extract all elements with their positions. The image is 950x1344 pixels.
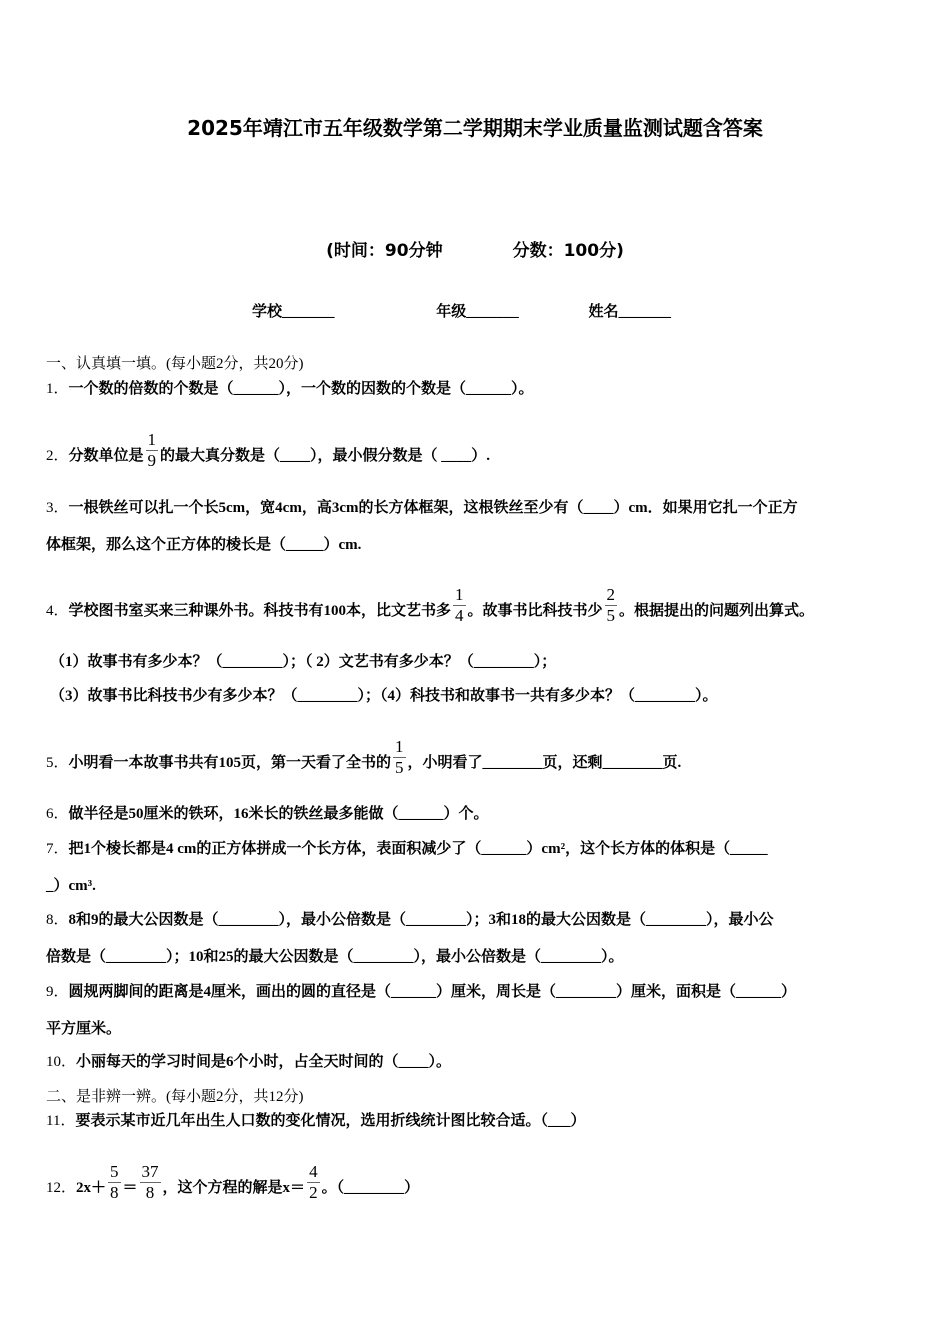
question-text: 2x＋ [76,1179,107,1196]
question-number: 11． [46,1113,76,1129]
question-number: 6． [46,806,69,822]
fraction-numerator: 4 [309,1162,318,1181]
fraction [453,585,466,626]
question-2 [46,430,491,477]
question-8 [46,908,774,929]
question-text: 的最大真分数是（____），最小假分数是（ ____）. [160,447,491,464]
fraction [140,1162,161,1203]
fraction-denominator: 5 [395,758,404,777]
grade-field[interactable]: 年级_______ [436,304,519,320]
question-7 [46,837,768,858]
page-title: 2025年靖江市五年级数学第二学期期末学业质量监测试题含答案 [187,116,763,140]
question-text: ，小明看了________页，还剩________页. [407,754,682,771]
question-3 [46,496,798,517]
question-9 [46,980,796,1001]
fraction-denominator: 5 [606,606,616,625]
question-10 [46,1050,451,1071]
fraction-numerator: 1 [395,737,404,756]
question-3-continued: 体框架，那么这个正方体的棱长是（_____）cm. [46,537,362,553]
question-7-continued: _）cm³. [46,878,96,894]
fraction [146,430,159,471]
fraction-numerator: 2 [606,585,616,604]
question-text: 小明看一本故事书共有105页，第一天看了全书的 [68,754,392,771]
section-heading-2: 二、是非辨一辨。(每小题2分，共12分) [46,1089,304,1105]
fraction-denominator: 9 [147,451,157,470]
question-5 [46,737,682,784]
question-number: 2． [46,447,69,464]
equals-sign: ＝ [122,1179,138,1196]
question-4-sub-1: （1）故事书有多少本？（________）；（ 2）文艺书有多少本？（________）； [50,654,557,670]
question-number: 4． [46,602,69,619]
school-field[interactable]: 学校_______ [252,304,335,320]
fraction [307,1162,320,1203]
exam-info [0,236,950,261]
fraction [108,1162,121,1203]
question-9-continued: 平方厘米。 [46,1021,122,1037]
question-text: 。根据提出的问题列出算式。 [619,602,815,619]
question-number: 9． [46,984,69,1000]
question-text: 圆规两脚间的距离是4厘米，画出的圆的直径是（______）厘米，周长是（________）厘米，面积是（______） [68,984,797,1000]
student-info-fields [252,300,671,321]
exam-time: (时间：90分钟 [326,241,443,261]
question-text: 一个数的倍数的个数是（______），一个数的因数的个数是（______）。 [68,381,534,397]
fraction-denominator: 4 [455,606,464,625]
question-number: 3． [46,500,69,516]
question-text: 分数单位是 [68,447,144,464]
question-text: 做半径是50厘米的铁环，16米长的铁丝最多能做（______）个。 [68,806,489,822]
question-text: 学校图书室买来三种课外书。科技书有100本，比文艺书多 [68,602,452,619]
question-number: 10． [46,1054,77,1070]
fraction [393,737,406,778]
fraction [605,585,618,626]
section-heading-1: 一、认真填一填。(每小题2分，共20分) [46,356,304,372]
question-4-sub-2: （3）故事书比科技书少有多少本？（________）；（4）科技书和故事书一共有多少本？（________）。 [50,688,718,704]
name-field[interactable]: 姓名_______ [588,304,672,320]
fraction-numerator: 5 [110,1162,119,1181]
fraction-numerator: 37 [141,1162,159,1181]
question-text: ，这个方程的解是x＝ [162,1179,306,1196]
question-number: 1． [46,381,69,397]
question-1 [46,377,534,398]
question-12 [46,1162,420,1209]
question-text: 8和9的最大公因数是（________），最小公倍数是（________）；3和18的最大公因数是（________），最小公 [68,912,774,928]
question-text: 把1个棱长都是4 cm的正方体拼成一个长方体，表面积减少了（______）cm²，这个长方体的体积是（_____ [68,841,768,857]
fraction-denominator: 8 [110,1183,119,1202]
fraction-numerator: 1 [147,430,157,449]
question-number: 5． [46,754,69,771]
fraction-denominator: 2 [309,1183,318,1202]
fraction-numerator: 1 [455,585,464,604]
fraction-denominator: 8 [140,1182,161,1203]
question-6 [46,802,489,823]
question-text: 小丽每天的学习时间是6个小时，占全天时间的（____）。 [76,1054,452,1070]
question-4 [46,585,815,632]
question-number: 8． [46,912,69,928]
question-number: 12． [46,1179,77,1196]
question-number: 7． [46,841,69,857]
question-text: 。（________） [321,1179,420,1196]
question-text: 一根铁丝可以扎一个长5cm，宽4cm，高3cm的长方体框架，这根铁丝至少有（____）cm．如果用它扎一个正方 [68,500,798,516]
exam-score: 分数：100分) [512,241,624,261]
question-8-continued: 倍数是（________）；10和25的最大公因数是（________），最小公倍数是（________）。 [46,949,624,965]
question-11 [46,1109,585,1130]
question-text: 。故事书比科技书少 [467,602,603,619]
question-text: 要表示某市近几年出生人口数的变化情况，选用折线统计图比较合适。（___） [75,1113,586,1129]
